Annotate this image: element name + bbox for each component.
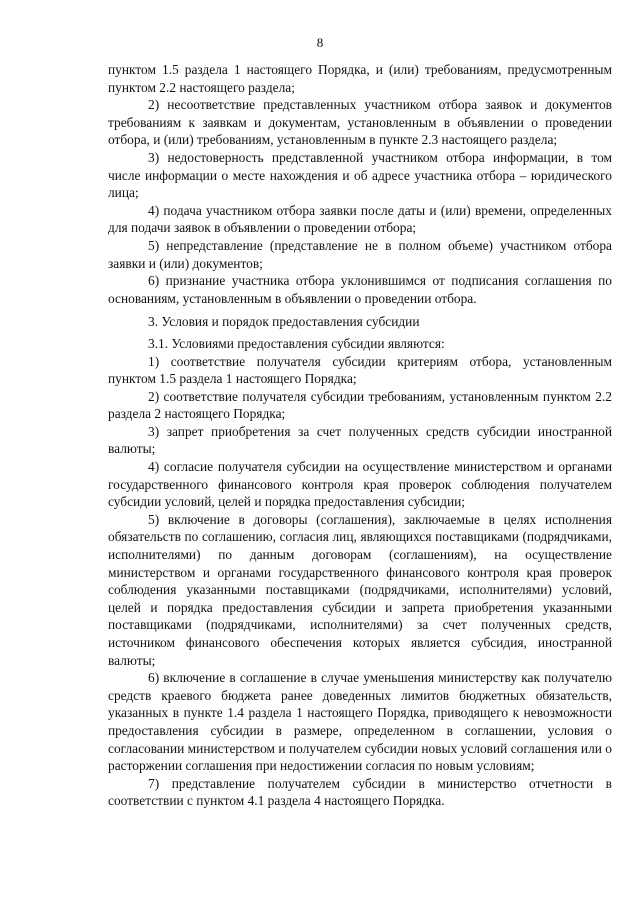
clause-3-1: 3.1. Условиями предоставления субсидии являются: [148, 335, 445, 351]
condition-item-6: 6) включение в соглашение в случае уменьшения министерству как получателю средств краевого бюджета ранее доведенных лимитов бюджетных обязательств, указанных в пункте 1.4 раздела 1 настоящего Порядка, приводящего к невозможности предоставления субсидии в размере, определенном в соглашении, условия о согласовании министерством и получателем субсидии новых условий соглашения или о расторжении соглашения при недостижении согласия по новым условиям; [108, 670, 612, 774]
list-item-3: 3) недостоверность представленной участником отбора информации, в том числе информации о месте нахождения и об адресе участника отбора – юридического лица; [108, 149, 612, 201]
list-item-6: 6) признание участника отбора уклонившимся от подписания соглашения по основаниям, установленным в объявлении о проведении отбора. [108, 273, 612, 306]
condition-item-1: 1) соответствие получателя субсидии критериям отбора, установленным пунктом 1.5 раздела 1 настоящего Порядка; [108, 353, 612, 387]
list-item-5: 5) непредставление (представление не в полном объеме) участником отбора заявки и (или) документов; [108, 237, 612, 271]
condition-item-3: 3) запрет приобретения за счет полученных средств субсидии иностранной валюты; [108, 423, 612, 457]
list-item-4: 4) подача участником отбора заявки после даты и (или) времени, определенных для подачи заявок в объявлении о проведении отбора; [108, 202, 612, 236]
page-number: 8 [316, 35, 324, 50]
paragraph-continuation: пунктом 1.5 раздела 1 настоящего Порядка, и (или) требованиям, предусмотренным пунктом 2.2 настоящего раздела; [108, 62, 612, 95]
condition-item-2: 2) соответствие получателя субсидии требованиям, установленным пунктом 2.2 раздела 2 настоящего Порядка; [108, 388, 612, 422]
section-heading: 3. Условия и порядок предоставления субсидии [148, 314, 420, 330]
document-body [108, 61, 612, 810]
list-item-2: 2) несоответствие представленных участником отбора заявок и документов требованиям к заявкам и документам, установленным в объявлении о проведении отбора, и (или) требованиям, установленным в пункте 2.3 настоящего раздела; [108, 97, 612, 148]
condition-item-5: 5) включение в договоры (соглашения), заключаемые в целях исполнения обязательств по соглашению, согласия лиц, являющихся поставщиками (подрядчиками, исполнителями) по данным договорам (соглашениям), на осуществление министерством и органами государственного финансового контроля края проверок соблюдения указанными поставщиками (подрядчиками, исполнителями) условий, целей и порядка предоставления субсидии и запрета приобретения указанными поставщиками (подрядчиками, исполнителями) за счет полученных средств, источником финансового обеспечения которых является субсидия, иностранной валюты; [108, 511, 612, 668]
condition-item-4: 4) согласие получателя субсидии на осуществление министерством и органами государственного финансового контроля края проверок соблюдения получателем субсидии условий, целей и порядка предоставления субсидии; [108, 459, 612, 510]
condition-item-7: 7) представление получателем субсидии в министерство отчетности в соответствии с пунктом 4.1 раздела 4 настоящего Порядка. [108, 775, 612, 809]
